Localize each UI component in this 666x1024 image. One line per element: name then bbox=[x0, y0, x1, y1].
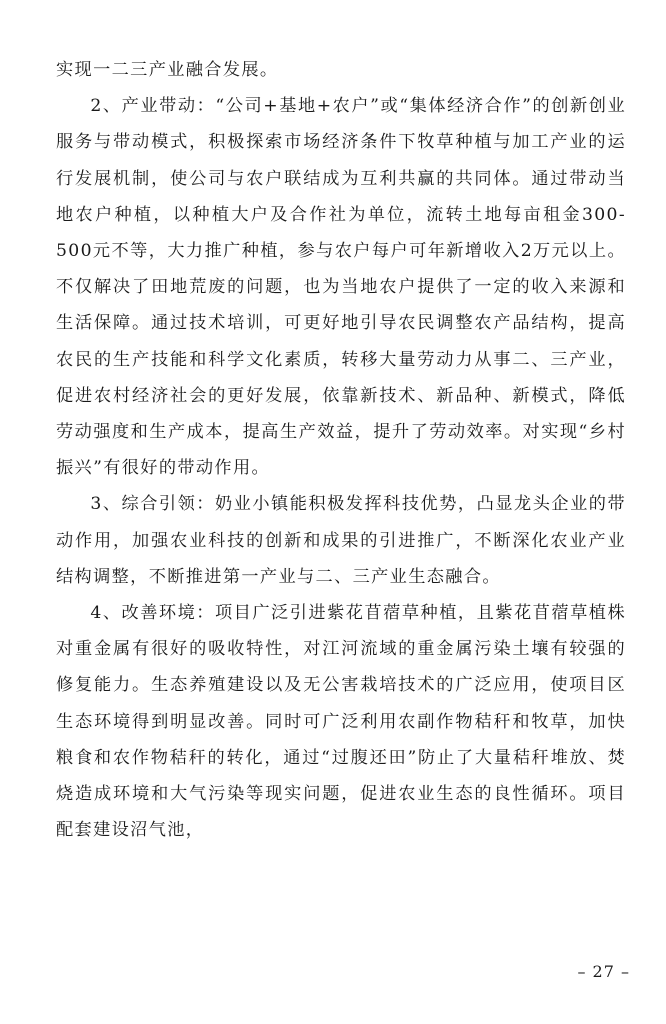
paragraph-comprehensive-leading: 3、综合引领：奶业小镇能积极发挥科技优势，凸显龙头企业的带动作用，加强农业科技的创新和成果的引进推广，不断深化农业产业结构调整，不断推进第一产业与二、三产业生态融合。 bbox=[56, 494, 626, 587]
paragraph-improve-environment: 4、改善环境：项目广泛引进紫花苜蓿草种植，且紫花苜蓿草植株对重金属有很好的吸收特性，对江河流域的重金属污染土壤有较强的修复能力。生态养殖建设以及无公害栽培技术的广泛应用，使项目区生态环境得到明显改善。同时可广泛利用农副作物秸秆和牧草，加快粮食和农作物秸秆的转化，通过“过腹还田”防止了大量秸秆堆放、焚烧造成环境和大气污染等现实问题，促进农业生态的良性循环。项目配套建设沼气池， bbox=[56, 603, 626, 841]
paragraph-industry-driving: 2、产业带动：“公司+基地+农户”或“集体经济合作”的创新创业服务与带动模式，积极探索市场经济条件下牧草种植与加工产业的运行发展机制，使公司与农户联结成为互利共赢的共同体。通过带动当地农户种植，以种植大户及合作社为单位，流转土地每亩租金300-500元不等，大力推广种植，参与农户每户可年新增收入2万元以上。不仅解决了田地荒废的问题，也为当地农户提供了一定的收入来源和生活保障。通过技术培训，可更好地引导农民调整农产品结构，提高农民的生产技能和科学文化素质，转移大量劳动力从事二、三产业，促进农村经济社会的更好发展，依靠新技术、新品种、新模式，降低劳动强度和生产成本，提高生产效益，提升了劳动效率。对实现“乡村振兴”有很好的带动作用。 bbox=[56, 96, 626, 479]
paragraph-continuation: 实现一二三产业融合发展。 bbox=[56, 60, 279, 80]
page-number: – 27 – bbox=[577, 962, 630, 981]
body-text bbox=[56, 52, 626, 848]
